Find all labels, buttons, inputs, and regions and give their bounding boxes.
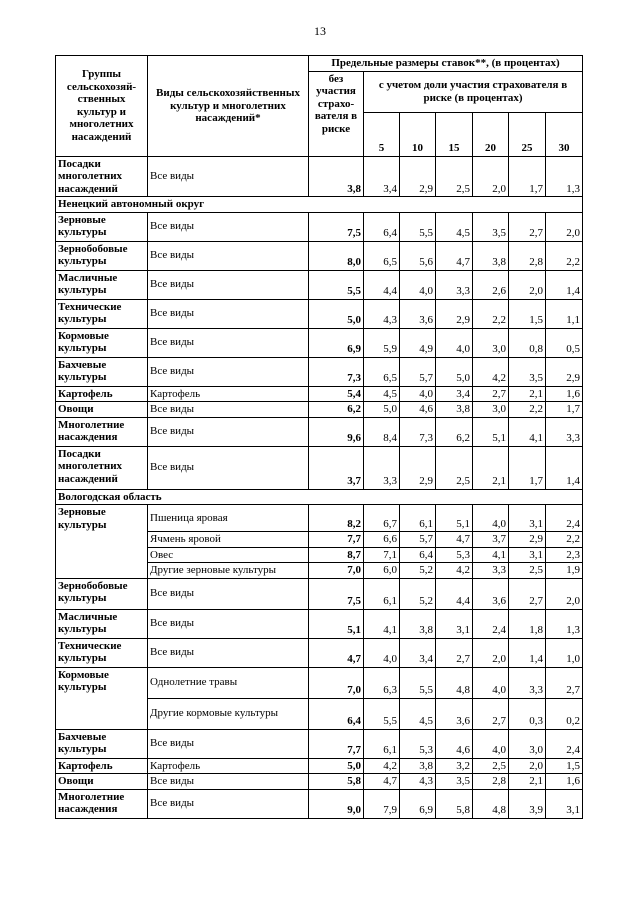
table-row bbox=[56, 729, 583, 758]
rate-10: 7,3 bbox=[400, 417, 436, 446]
header-share-20: 20 bbox=[473, 112, 509, 156]
page-number: 13 bbox=[314, 24, 326, 38]
rate-25: 1,7 bbox=[509, 446, 546, 489]
table-row bbox=[56, 505, 583, 532]
header-kinds: Виды сельскохозяйственных культур и многолетних насаждений* bbox=[148, 56, 309, 157]
rate-15: 3,4 bbox=[436, 386, 473, 402]
rate-10: 4,0 bbox=[400, 386, 436, 402]
rate-10: 4,3 bbox=[400, 774, 436, 790]
rate-30: 1,1 bbox=[546, 299, 583, 328]
rate-20: 3,5 bbox=[473, 212, 509, 241]
rate-20: 4,0 bbox=[473, 505, 509, 532]
base-rate: 7,3 bbox=[309, 357, 364, 386]
rate-15: 3,6 bbox=[436, 698, 473, 729]
crop-group: Масличные культуры bbox=[56, 270, 148, 299]
crop-group: Технические культуры bbox=[56, 638, 148, 667]
region-title: Ненецкий автономный округ bbox=[56, 197, 583, 213]
base-rate: 5,0 bbox=[309, 758, 364, 774]
base-rate: 5,8 bbox=[309, 774, 364, 790]
table-row bbox=[56, 774, 583, 790]
rate-15: 2,5 bbox=[436, 446, 473, 489]
rate-10: 2,9 bbox=[400, 156, 436, 197]
header-base: без участия страхо-вателя в риске bbox=[309, 71, 364, 156]
table-row bbox=[56, 156, 583, 197]
rate-30: 2,0 bbox=[546, 578, 583, 609]
crop-group: Масличные культуры bbox=[56, 609, 148, 638]
rate-20: 3,8 bbox=[473, 241, 509, 270]
crop-kind: Все виды bbox=[148, 156, 309, 197]
table-row bbox=[56, 758, 583, 774]
rate-20: 2,6 bbox=[473, 270, 509, 299]
crop-group: Картофель bbox=[56, 386, 148, 402]
crop-kind: Все виды bbox=[148, 638, 309, 667]
table-row bbox=[56, 328, 583, 357]
rate-30: 0,5 bbox=[546, 328, 583, 357]
crop-kind: Все виды bbox=[148, 789, 309, 818]
rate-30: 1,4 bbox=[546, 446, 583, 489]
rate-10: 5,5 bbox=[400, 667, 436, 698]
rate-30: 2,9 bbox=[546, 357, 583, 386]
rate-20: 2,8 bbox=[473, 774, 509, 790]
rate-20: 3,0 bbox=[473, 328, 509, 357]
rate-5: 6,1 bbox=[364, 578, 400, 609]
crop-kind: Однолетние травы bbox=[148, 667, 309, 698]
base-rate: 7,7 bbox=[309, 532, 364, 548]
rate-5: 6,0 bbox=[364, 563, 400, 579]
rate-15: 4,2 bbox=[436, 563, 473, 579]
table-row bbox=[56, 357, 583, 386]
rate-25: 3,3 bbox=[509, 667, 546, 698]
table-row bbox=[56, 241, 583, 270]
rate-5: 4,3 bbox=[364, 299, 400, 328]
rate-5: 7,9 bbox=[364, 789, 400, 818]
rate-15: 3,5 bbox=[436, 774, 473, 790]
rate-30: 1,7 bbox=[546, 402, 583, 418]
rate-5: 6,5 bbox=[364, 241, 400, 270]
header-share-30: 30 bbox=[546, 112, 583, 156]
rate-30: 1,0 bbox=[546, 638, 583, 667]
rate-30: 1,6 bbox=[546, 386, 583, 402]
rate-25: 2,0 bbox=[509, 758, 546, 774]
rate-30: 1,3 bbox=[546, 609, 583, 638]
rate-5: 4,5 bbox=[364, 386, 400, 402]
rate-15: 2,9 bbox=[436, 299, 473, 328]
crop-kind: Все виды bbox=[148, 446, 309, 489]
crop-kind: Ячмень яровой bbox=[148, 532, 309, 548]
table-row bbox=[56, 417, 583, 446]
crop-group: Зерновые культуры bbox=[56, 212, 148, 241]
rate-10: 3,6 bbox=[400, 299, 436, 328]
rate-5: 7,1 bbox=[364, 547, 400, 563]
table-row bbox=[56, 789, 583, 818]
rate-20: 2,7 bbox=[473, 698, 509, 729]
base-rate: 4,7 bbox=[309, 638, 364, 667]
rate-20: 4,2 bbox=[473, 357, 509, 386]
rate-20: 3,0 bbox=[473, 402, 509, 418]
rate-30: 2,4 bbox=[546, 505, 583, 532]
header-share-5: 5 bbox=[364, 112, 400, 156]
rate-10: 4,9 bbox=[400, 328, 436, 357]
rate-25: 0,8 bbox=[509, 328, 546, 357]
base-rate: 5,1 bbox=[309, 609, 364, 638]
crop-kind: Все виды bbox=[148, 241, 309, 270]
header-groups: Группы сельскохозяй-ственных культур и многолетних насаждений bbox=[56, 56, 148, 157]
crop-group: Кормовые культуры bbox=[56, 667, 148, 729]
base-rate: 7,5 bbox=[309, 212, 364, 241]
crop-kind: Пшеница яровая bbox=[148, 505, 309, 532]
base-rate: 3,8 bbox=[309, 156, 364, 197]
rate-5: 5,0 bbox=[364, 402, 400, 418]
rate-25: 1,7 bbox=[509, 156, 546, 197]
table-row bbox=[56, 446, 583, 489]
rate-10: 6,1 bbox=[400, 505, 436, 532]
rate-5: 3,3 bbox=[364, 446, 400, 489]
table-row bbox=[56, 667, 583, 698]
rate-5: 4,2 bbox=[364, 758, 400, 774]
crop-group: Картофель bbox=[56, 758, 148, 774]
crop-group: Бахчевые культуры bbox=[56, 729, 148, 758]
header-share-10: 10 bbox=[400, 112, 436, 156]
base-rate: 8,7 bbox=[309, 547, 364, 563]
base-rate: 6,4 bbox=[309, 698, 364, 729]
rate-25: 1,8 bbox=[509, 609, 546, 638]
crop-group: Технические культуры bbox=[56, 299, 148, 328]
crop-kind: Все виды bbox=[148, 270, 309, 299]
rate-25: 2,7 bbox=[509, 578, 546, 609]
rate-10: 2,9 bbox=[400, 446, 436, 489]
crop-group: Зернобобовые культуры bbox=[56, 578, 148, 609]
crop-group: Многолетние насаждения bbox=[56, 417, 148, 446]
rate-30: 1,6 bbox=[546, 774, 583, 790]
rate-5: 6,5 bbox=[364, 357, 400, 386]
crop-kind: Картофель bbox=[148, 386, 309, 402]
crop-group: Овощи bbox=[56, 402, 148, 418]
header-rate-limits: Предельные размеры ставок**, (в процентах) bbox=[309, 56, 583, 72]
base-rate: 6,9 bbox=[309, 328, 364, 357]
base-rate: 7,0 bbox=[309, 667, 364, 698]
crop-group: Кормовые культуры bbox=[56, 328, 148, 357]
rate-20: 4,1 bbox=[473, 547, 509, 563]
rate-10: 5,2 bbox=[400, 578, 436, 609]
base-rate: 5,4 bbox=[309, 386, 364, 402]
rate-20: 5,1 bbox=[473, 417, 509, 446]
table-row bbox=[56, 578, 583, 609]
rate-30: 1,4 bbox=[546, 270, 583, 299]
crop-group: Зерновые культуры bbox=[56, 505, 148, 579]
crop-group: Многолетние насаждения bbox=[56, 789, 148, 818]
crop-kind: Все виды bbox=[148, 578, 309, 609]
crop-group: Бахчевые культуры bbox=[56, 357, 148, 386]
table-row bbox=[56, 212, 583, 241]
rate-20: 2,0 bbox=[473, 156, 509, 197]
crop-kind: Все виды bbox=[148, 417, 309, 446]
rate-15: 5,0 bbox=[436, 357, 473, 386]
rate-15: 4,0 bbox=[436, 328, 473, 357]
rate-25: 1,4 bbox=[509, 638, 546, 667]
crop-kind: Все виды bbox=[148, 212, 309, 241]
rate-10: 4,5 bbox=[400, 698, 436, 729]
crop-group: Зернобобовые культуры bbox=[56, 241, 148, 270]
base-rate: 8,0 bbox=[309, 241, 364, 270]
table-row bbox=[56, 386, 583, 402]
rate-5: 4,4 bbox=[364, 270, 400, 299]
rate-15: 2,7 bbox=[436, 638, 473, 667]
region-row bbox=[56, 197, 583, 213]
base-rate: 6,2 bbox=[309, 402, 364, 418]
rate-20: 2,4 bbox=[473, 609, 509, 638]
rate-15: 4,4 bbox=[436, 578, 473, 609]
crop-kind: Все виды bbox=[148, 402, 309, 418]
rate-30: 2,7 bbox=[546, 667, 583, 698]
rate-25: 2,7 bbox=[509, 212, 546, 241]
base-rate: 7,5 bbox=[309, 578, 364, 609]
rate-25: 2,1 bbox=[509, 774, 546, 790]
rate-10: 5,2 bbox=[400, 563, 436, 579]
crop-kind: Все виды bbox=[148, 774, 309, 790]
rate-30: 0,2 bbox=[546, 698, 583, 729]
rate-25: 3,9 bbox=[509, 789, 546, 818]
rate-20: 2,5 bbox=[473, 758, 509, 774]
rate-15: 5,3 bbox=[436, 547, 473, 563]
rate-30: 2,0 bbox=[546, 212, 583, 241]
insurance-rates-table bbox=[55, 55, 583, 819]
rate-15: 5,8 bbox=[436, 789, 473, 818]
base-rate: 5,0 bbox=[309, 299, 364, 328]
rate-10: 5,5 bbox=[400, 212, 436, 241]
table-row bbox=[56, 609, 583, 638]
rate-15: 4,7 bbox=[436, 241, 473, 270]
rate-10: 5,3 bbox=[400, 729, 436, 758]
crop-kind: Овес bbox=[148, 547, 309, 563]
rate-20: 4,0 bbox=[473, 667, 509, 698]
crop-kind: Картофель bbox=[148, 758, 309, 774]
rate-20: 4,8 bbox=[473, 789, 509, 818]
rate-5: 5,9 bbox=[364, 328, 400, 357]
table-row bbox=[56, 299, 583, 328]
rate-5: 6,4 bbox=[364, 212, 400, 241]
rate-30: 1,9 bbox=[546, 563, 583, 579]
rate-10: 5,7 bbox=[400, 357, 436, 386]
table-row bbox=[56, 402, 583, 418]
rate-15: 3,2 bbox=[436, 758, 473, 774]
crop-group: Посадки многолетних насаждений bbox=[56, 446, 148, 489]
rate-5: 6,7 bbox=[364, 505, 400, 532]
rate-5: 5,5 bbox=[364, 698, 400, 729]
rate-15: 4,8 bbox=[436, 667, 473, 698]
table-header bbox=[56, 56, 583, 157]
rate-10: 3,8 bbox=[400, 609, 436, 638]
crop-group: Посадки многолетних насаждений bbox=[56, 156, 148, 197]
rate-5: 6,6 bbox=[364, 532, 400, 548]
base-rate: 9,6 bbox=[309, 417, 364, 446]
rate-30: 1,3 bbox=[546, 156, 583, 197]
rate-15: 3,3 bbox=[436, 270, 473, 299]
base-rate: 9,0 bbox=[309, 789, 364, 818]
base-rate: 7,7 bbox=[309, 729, 364, 758]
rate-10: 4,6 bbox=[400, 402, 436, 418]
rate-20: 3,7 bbox=[473, 532, 509, 548]
region-title: Вологодская область bbox=[56, 489, 583, 505]
crop-kind: Все виды bbox=[148, 299, 309, 328]
rate-15: 4,7 bbox=[436, 532, 473, 548]
rate-30: 3,1 bbox=[546, 789, 583, 818]
rate-5: 4,1 bbox=[364, 609, 400, 638]
header-share-25: 25 bbox=[509, 112, 546, 156]
rate-10: 3,4 bbox=[400, 638, 436, 667]
rate-25: 2,1 bbox=[509, 386, 546, 402]
rate-20: 2,0 bbox=[473, 638, 509, 667]
crop-kind: Все виды bbox=[148, 328, 309, 357]
rate-15: 5,1 bbox=[436, 505, 473, 532]
rate-15: 6,2 bbox=[436, 417, 473, 446]
rate-25: 3,1 bbox=[509, 547, 546, 563]
rate-20: 3,3 bbox=[473, 563, 509, 579]
rate-20: 3,6 bbox=[473, 578, 509, 609]
rate-25: 3,1 bbox=[509, 505, 546, 532]
rate-10: 5,7 bbox=[400, 532, 436, 548]
rate-5: 6,1 bbox=[364, 729, 400, 758]
rate-15: 3,8 bbox=[436, 402, 473, 418]
rate-30: 1,5 bbox=[546, 758, 583, 774]
rate-20: 2,7 bbox=[473, 386, 509, 402]
crop-kind: Другие зерновые культуры bbox=[148, 563, 309, 579]
table-row bbox=[56, 638, 583, 667]
rate-30: 2,2 bbox=[546, 241, 583, 270]
rate-25: 2,8 bbox=[509, 241, 546, 270]
rate-25: 2,9 bbox=[509, 532, 546, 548]
table-row bbox=[56, 270, 583, 299]
base-rate: 7,0 bbox=[309, 563, 364, 579]
rate-10: 3,8 bbox=[400, 758, 436, 774]
rate-20: 2,2 bbox=[473, 299, 509, 328]
rate-20: 2,1 bbox=[473, 446, 509, 489]
rate-5: 4,7 bbox=[364, 774, 400, 790]
rate-30: 3,3 bbox=[546, 417, 583, 446]
header-share: с учетом доли участия страхователя в риске (в процентах) bbox=[364, 71, 583, 112]
rate-20: 4,0 bbox=[473, 729, 509, 758]
header-share-15: 15 bbox=[436, 112, 473, 156]
rate-25: 1,5 bbox=[509, 299, 546, 328]
rate-30: 2,2 bbox=[546, 532, 583, 548]
rate-25: 3,0 bbox=[509, 729, 546, 758]
rate-30: 2,3 bbox=[546, 547, 583, 563]
rate-25: 4,1 bbox=[509, 417, 546, 446]
rate-30: 2,4 bbox=[546, 729, 583, 758]
rate-10: 6,9 bbox=[400, 789, 436, 818]
crop-group: Овощи bbox=[56, 774, 148, 790]
rate-15: 4,5 bbox=[436, 212, 473, 241]
base-rate: 5,5 bbox=[309, 270, 364, 299]
rate-25: 3,5 bbox=[509, 357, 546, 386]
crop-kind: Все виды bbox=[148, 609, 309, 638]
table-body bbox=[56, 156, 583, 818]
rate-25: 2,5 bbox=[509, 563, 546, 579]
rate-10: 5,6 bbox=[400, 241, 436, 270]
rate-5: 4,0 bbox=[364, 638, 400, 667]
rate-15: 4,6 bbox=[436, 729, 473, 758]
rate-15: 3,1 bbox=[436, 609, 473, 638]
rate-5: 6,3 bbox=[364, 667, 400, 698]
rate-25: 2,0 bbox=[509, 270, 546, 299]
rate-5: 8,4 bbox=[364, 417, 400, 446]
base-rate: 3,7 bbox=[309, 446, 364, 489]
crop-kind: Все виды bbox=[148, 729, 309, 758]
rate-25: 0,3 bbox=[509, 698, 546, 729]
rate-15: 2,5 bbox=[436, 156, 473, 197]
rate-10: 4,0 bbox=[400, 270, 436, 299]
region-row bbox=[56, 489, 583, 505]
crop-kind: Все виды bbox=[148, 357, 309, 386]
base-rate: 8,2 bbox=[309, 505, 364, 532]
rate-25: 2,2 bbox=[509, 402, 546, 418]
crop-kind: Другие кормовые культуры bbox=[148, 698, 309, 729]
rate-5: 3,4 bbox=[364, 156, 400, 197]
rate-10: 6,4 bbox=[400, 547, 436, 563]
